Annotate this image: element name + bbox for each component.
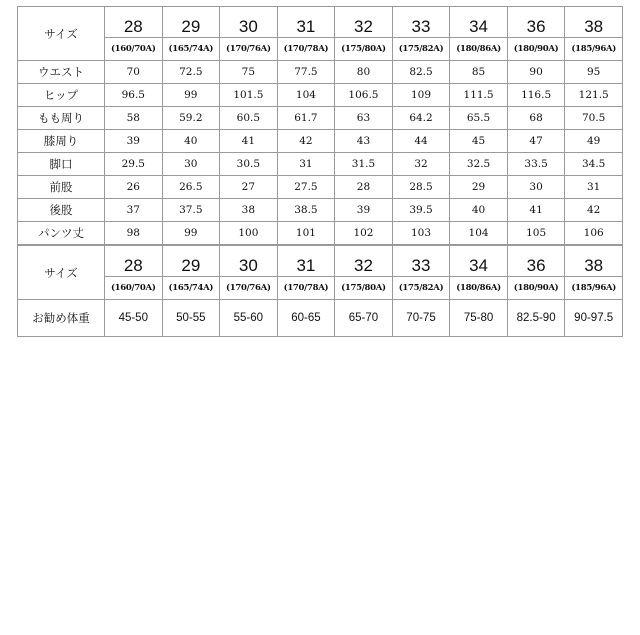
weight-cell: 50-55: [162, 300, 220, 337]
value-cell: 80: [335, 61, 393, 84]
value-cell: 39.5: [392, 199, 450, 222]
size-header-cell: 36: [507, 7, 565, 38]
row-label-cell: パンツ丈: [18, 222, 105, 245]
value-cell: 96.5: [105, 84, 163, 107]
subsize-header-cell: (185/96A): [565, 277, 623, 300]
value-cell: 64.2: [392, 107, 450, 130]
value-cell: 90: [507, 61, 565, 84]
value-cell: 39: [105, 130, 163, 153]
size-header-cell: 30: [220, 246, 278, 277]
value-cell: 98: [105, 222, 163, 245]
subsize-header-cell: (160/70A): [105, 277, 163, 300]
value-cell: 30.5: [220, 153, 278, 176]
subsize-header-cell: (160/70A): [105, 38, 163, 61]
size-header-row: [18, 7, 623, 38]
table-row: [18, 153, 623, 176]
value-cell: 103: [392, 222, 450, 245]
value-cell: 38.5: [277, 199, 335, 222]
value-cell: 31: [277, 153, 335, 176]
value-cell: 101: [277, 222, 335, 245]
subsize-header-row: [18, 277, 623, 300]
value-cell: 82.5: [392, 61, 450, 84]
value-cell: 75: [220, 61, 278, 84]
subsize-header-cell: (180/86A): [450, 38, 508, 61]
size-header-cell: 28: [105, 246, 163, 277]
value-cell: 32: [392, 153, 450, 176]
subsize-header-cell: (180/86A): [450, 277, 508, 300]
size-header-row: [18, 246, 623, 277]
table-row: [18, 176, 623, 199]
value-cell: 65.5: [450, 107, 508, 130]
size-header-cell: 33: [392, 246, 450, 277]
value-cell: 31: [565, 176, 623, 199]
value-cell: 37.5: [162, 199, 220, 222]
subsize-header-cell: (170/78A): [277, 38, 335, 61]
value-cell: 31.5: [335, 153, 393, 176]
row-label-cell: 前股: [18, 176, 105, 199]
size-header-cell: 32: [335, 7, 393, 38]
weight-cell: 55-60: [220, 300, 278, 337]
value-cell: 109: [392, 84, 450, 107]
table-row: [18, 84, 623, 107]
size-header-cell: 34: [450, 7, 508, 38]
weight-cell: 75-80: [450, 300, 508, 337]
value-cell: 60.5: [220, 107, 278, 130]
value-cell: 111.5: [450, 84, 508, 107]
size-header-cell: 31: [277, 246, 335, 277]
table-row: [18, 222, 623, 245]
row-label-cell: 後股: [18, 199, 105, 222]
value-cell: 27: [220, 176, 278, 199]
value-cell: 39: [335, 199, 393, 222]
size-header-cell: 29: [162, 7, 220, 38]
value-cell: 95: [565, 61, 623, 84]
value-cell: 42: [277, 130, 335, 153]
value-cell: 49: [565, 130, 623, 153]
subsize-header-cell: (175/82A): [392, 277, 450, 300]
value-cell: 72.5: [162, 61, 220, 84]
value-cell: 47: [507, 130, 565, 153]
subsize-header-cell: (175/82A): [392, 38, 450, 61]
size-header-cell: 38: [565, 7, 623, 38]
value-cell: 40: [450, 199, 508, 222]
row-label-cell: ヒップ: [18, 84, 105, 107]
value-cell: 63: [335, 107, 393, 130]
size-header-cell: 32: [335, 246, 393, 277]
subsize-header-cell: (170/76A): [220, 38, 278, 61]
value-cell: 77.5: [277, 61, 335, 84]
row-label-cell: もも周り: [18, 107, 105, 130]
size-header-cell: 33: [392, 7, 450, 38]
subsize-header-cell: (165/74A): [162, 277, 220, 300]
value-cell: 42: [565, 199, 623, 222]
value-cell: 27.5: [277, 176, 335, 199]
value-cell: 121.5: [565, 84, 623, 107]
size-header-cell: 31: [277, 7, 335, 38]
value-cell: 61.7: [277, 107, 335, 130]
value-cell: 29: [450, 176, 508, 199]
value-cell: 40: [162, 130, 220, 153]
value-cell: 33.5: [507, 153, 565, 176]
value-cell: 43: [335, 130, 393, 153]
table-row: [18, 61, 623, 84]
weight-cell: 65-70: [335, 300, 393, 337]
weight-cell: 90-97.5: [565, 300, 623, 337]
value-cell: 28.5: [392, 176, 450, 199]
size-header-cell: 38: [565, 246, 623, 277]
subsize-header-cell: (170/78A): [277, 277, 335, 300]
size-label-cell: サイズ: [18, 7, 105, 61]
value-cell: 100: [220, 222, 278, 245]
value-cell: 44: [392, 130, 450, 153]
value-cell: 26.5: [162, 176, 220, 199]
weight-cell: 70-75: [392, 300, 450, 337]
value-cell: 32.5: [450, 153, 508, 176]
value-cell: 105: [507, 222, 565, 245]
recommended-weight-table: [17, 245, 623, 337]
value-cell: 101.5: [220, 84, 278, 107]
value-cell: 26: [105, 176, 163, 199]
value-cell: 41: [507, 199, 565, 222]
size-label-cell: サイズ: [18, 246, 105, 300]
size-header-cell: 34: [450, 246, 508, 277]
weight-cell: 45-50: [105, 300, 163, 337]
row-label-cell: 膝周り: [18, 130, 105, 153]
value-cell: 30: [162, 153, 220, 176]
value-cell: 41: [220, 130, 278, 153]
weight-cell: 60-65: [277, 300, 335, 337]
subsize-header-cell: (175/80A): [335, 38, 393, 61]
table-row: [18, 107, 623, 130]
value-cell: 58: [105, 107, 163, 130]
value-cell: 59.2: [162, 107, 220, 130]
value-cell: 38: [220, 199, 278, 222]
value-cell: 30: [507, 176, 565, 199]
weight-cell: 82.5-90: [507, 300, 565, 337]
size-header-cell: 36: [507, 246, 565, 277]
subsize-header-cell: (180/90A): [507, 277, 565, 300]
row-label-cell: 脚口: [18, 153, 105, 176]
value-cell: 104: [277, 84, 335, 107]
value-cell: 116.5: [507, 84, 565, 107]
subsize-header-cell: (185/96A): [565, 38, 623, 61]
subsize-header-cell: (165/74A): [162, 38, 220, 61]
subsize-header-cell: (180/90A): [507, 38, 565, 61]
value-cell: 45: [450, 130, 508, 153]
value-cell: 34.5: [565, 153, 623, 176]
size-chart-table: [17, 6, 623, 245]
size-header-cell: 28: [105, 7, 163, 38]
subsize-header-cell: (170/76A): [220, 277, 278, 300]
value-cell: 106.5: [335, 84, 393, 107]
value-cell: 99: [162, 222, 220, 245]
value-cell: 102: [335, 222, 393, 245]
table-row: [18, 130, 623, 153]
value-cell: 104: [450, 222, 508, 245]
value-cell: 37: [105, 199, 163, 222]
table-row: [18, 199, 623, 222]
value-cell: 99: [162, 84, 220, 107]
size-header-cell: 29: [162, 246, 220, 277]
value-cell: 85: [450, 61, 508, 84]
value-cell: 106: [565, 222, 623, 245]
value-cell: 29.5: [105, 153, 163, 176]
row-label-cell: ウエスト: [18, 61, 105, 84]
value-cell: 68: [507, 107, 565, 130]
value-cell: 70: [105, 61, 163, 84]
weight-row: [18, 300, 623, 337]
subsize-header-cell: (175/80A): [335, 277, 393, 300]
weight-label-cell: お勧め体重: [18, 300, 105, 337]
value-cell: 28: [335, 176, 393, 199]
subsize-header-row: [18, 38, 623, 61]
value-cell: 70.5: [565, 107, 623, 130]
size-header-cell: 30: [220, 7, 278, 38]
